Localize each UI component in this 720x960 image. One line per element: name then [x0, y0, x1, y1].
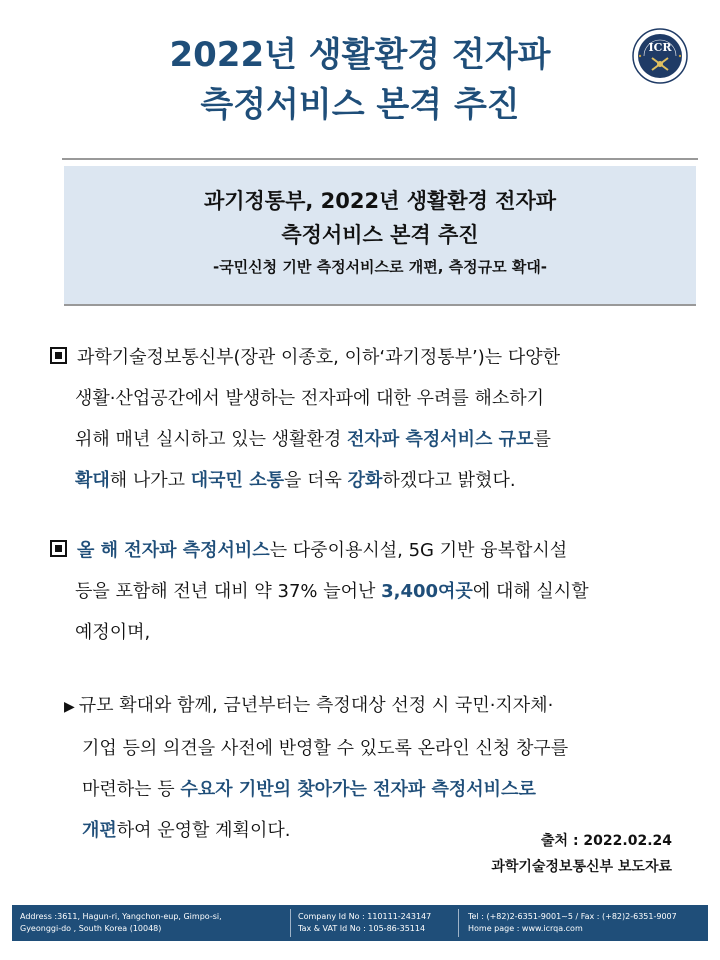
- square-bullet-icon: [50, 540, 67, 557]
- footer-company-id: Company Id No : 110111-243147: [298, 912, 432, 921]
- footer-divider: [458, 909, 459, 937]
- p3-line-1: 규모 확대와 함께, 금년부터는 측정대상 선정 시 국민·지자체·: [78, 695, 554, 716]
- source-block: [491, 828, 672, 880]
- divider: [62, 158, 698, 160]
- p3-highlight-reorganize: 개편: [82, 820, 117, 841]
- p1-line-3c: 를: [533, 429, 551, 450]
- footer-divider: [290, 909, 291, 937]
- p1-line-2: 생활·산업공간에서 발생하는 전자파에 대한 우려를 해소하기: [75, 388, 545, 409]
- p1-highlight-strengthen: 강화: [347, 470, 383, 491]
- p1-line-4f: 하겠다고 밝혔다.: [382, 470, 516, 491]
- footer-address-1: Address :3611, Hagun-ri, Yangchon-eup, Gimpo-si,: [20, 912, 222, 921]
- p1-line-3a: 위해 매년 실시하고 있는 생활환경: [75, 429, 348, 450]
- paragraph-3: [64, 685, 704, 851]
- summary-subtitle: -국민신청 기반 측정서비스로 개편, 측정규모 확대-: [212, 258, 548, 276]
- p3-highlight-demand: 수요자 기반의 찾아가는 전자파 측정서비스로: [180, 779, 536, 800]
- footer-contact: [468, 911, 677, 935]
- p1-highlight-expand: 확대: [75, 470, 110, 491]
- footer-tax-id: Tax & VAT Id No : 105-86-35114: [298, 924, 426, 933]
- p1-line-1: 과학기술정보통신부(장관 이종호, 이하‘과기정통부’)는 다양한: [77, 347, 561, 368]
- footer-homepage[interactable]: Home page : www.icrqa.com: [468, 924, 583, 933]
- summary-line-2: 측정서비스 본격 추진: [281, 223, 479, 247]
- footer-company: [298, 911, 431, 935]
- p2-line-2a: 등을 포함해 전년 대비 약 37% 늘어난: [75, 581, 382, 602]
- p1-line-4d: 을 더욱: [284, 470, 348, 491]
- logo-text: ICR: [648, 41, 672, 54]
- p1-line-4b: 해 나가고: [109, 470, 191, 491]
- square-bullet-icon: [50, 347, 67, 364]
- arrow-bullet-icon: ▶: [64, 699, 75, 715]
- summary-line-1: 과기정통부, 2022년 생활환경 전자파: [203, 189, 557, 213]
- paragraph-2: [50, 530, 690, 653]
- summary-headline: [64, 184, 696, 252]
- page-title: [0, 30, 720, 130]
- p3-line-3a: 마련하는 등: [82, 779, 181, 800]
- summary-box: [64, 166, 696, 306]
- footer-address-2: Gyeonggi-do , South Korea (10048): [20, 924, 162, 933]
- p2-line-3: 예정이며,: [75, 622, 151, 643]
- paragraph-1: [50, 337, 690, 501]
- source-org: 과학기술정보통신부 보도자료: [491, 859, 672, 875]
- p3-line-4b: 하여 운영할 계획이다.: [116, 820, 291, 841]
- p2-line-1b: 는 다중이용시설, 5G 기반 융복합시설: [269, 540, 568, 561]
- p2-highlight-count: 3,400여곳: [381, 581, 473, 602]
- footer-tel: Tel : (+82)2-6351-9001~5 / Fax : (+82)2-6351-9007: [468, 912, 677, 921]
- p2-line-2c: 에 대해 실시할: [472, 581, 589, 602]
- p1-highlight-communication: 대국민 소통: [190, 470, 284, 491]
- footer-address: [20, 911, 222, 935]
- p1-highlight-scale: 전자파 측정서비스 규모: [347, 429, 534, 450]
- p3-line-2: 기업 등의 의견을 사전에 반영할 수 있도록 온라인 신청 창구를: [82, 738, 569, 759]
- title-line-2: 측정서비스 본격 추진: [200, 85, 520, 125]
- title-line-1: 2022년 생활환경 전자파: [169, 35, 551, 75]
- footer-bar: [12, 905, 708, 941]
- p2-highlight-service: 올 해 전자파 측정서비스: [77, 540, 270, 561]
- icr-logo: [632, 28, 688, 84]
- source-date: 출처 : 2022.02.24: [541, 833, 672, 849]
